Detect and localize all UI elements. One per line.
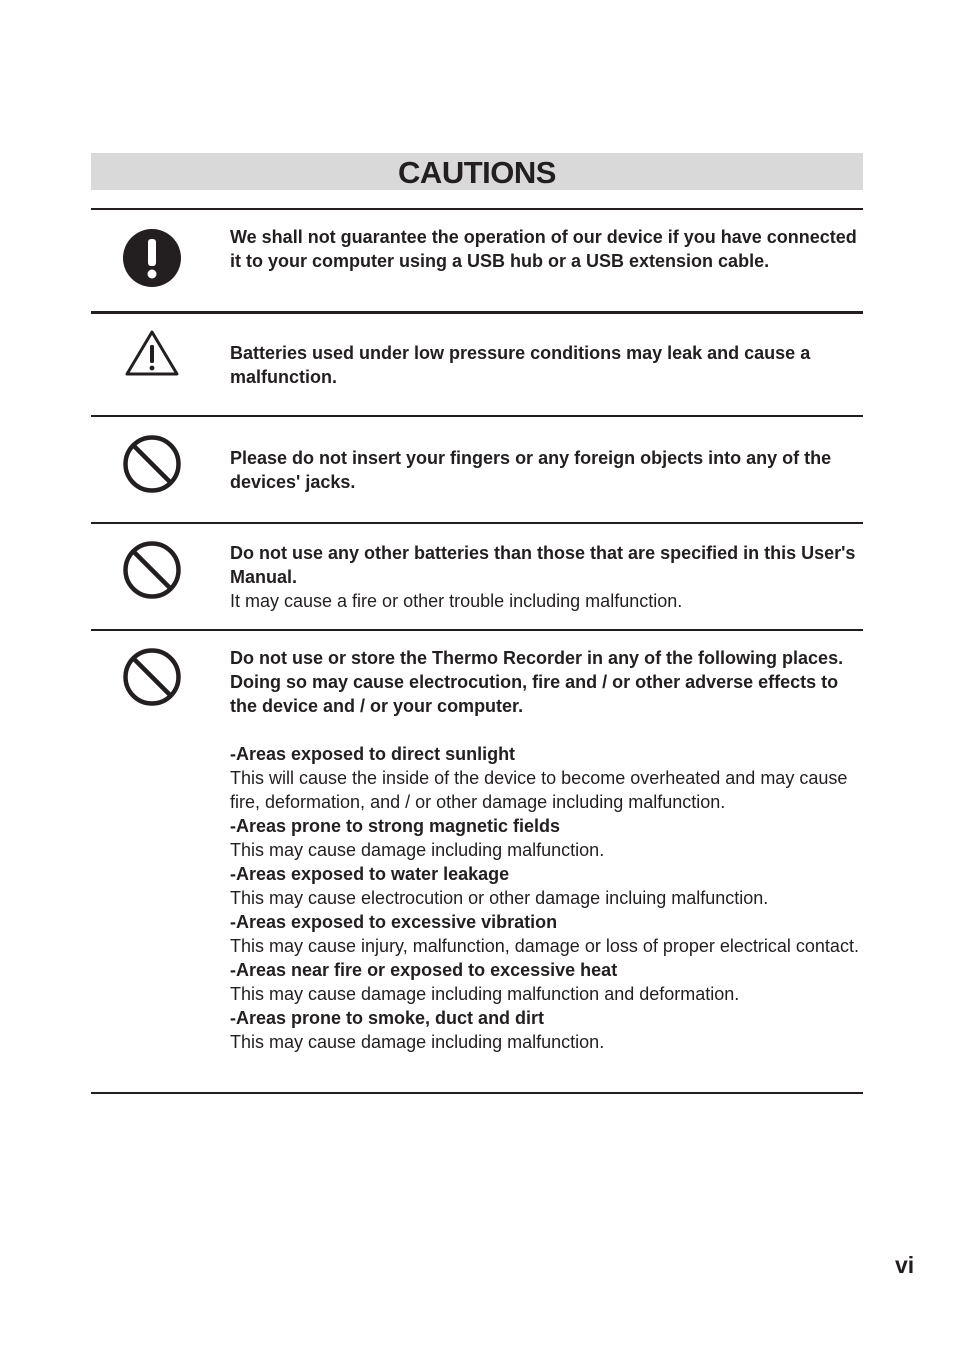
- prohibited-icon: [121, 433, 183, 495]
- divider: [91, 415, 863, 417]
- page-title: CAUTIONS: [398, 155, 556, 190]
- caution-note: It may cause a fire or other trouble including malfunction.: [230, 591, 683, 611]
- divider: [91, 522, 863, 524]
- divider: [91, 311, 863, 314]
- prohibited-icon: [121, 646, 183, 708]
- divider: [91, 629, 863, 631]
- area-description: This may cause damage including malfunction.: [230, 1032, 605, 1052]
- warning-triangle-icon: [121, 328, 183, 378]
- caution-item: [230, 341, 860, 389]
- divider: [91, 1092, 863, 1094]
- area-heading: -Areas prone to smoke, duct and dirt: [230, 1008, 545, 1028]
- area-description: This will cause the inside of the device to become overheated and may cause fire, deformation, and / or other damage including malfunction.: [230, 768, 848, 812]
- area-description: This may cause injury, malfunction, damage or loss of proper electrical contact.: [230, 936, 859, 956]
- area-heading: -Areas prone to strong magnetic fields: [230, 816, 561, 836]
- page-title-bar: [91, 153, 863, 190]
- area-heading: -Areas exposed to direct sunlight: [230, 744, 516, 764]
- caution-item: [230, 446, 860, 494]
- caution-text: We shall not guarantee the operation of our device if you have connected it to your computer using a USB hub or a USB extension cable.: [230, 227, 857, 271]
- area-heading: -Areas exposed to water leakage: [230, 864, 510, 884]
- page-number: vi: [895, 1252, 915, 1278]
- area-heading: -Areas exposed to excessive vibration: [230, 912, 558, 932]
- caution-text: Do not use any other batteries than those that are specified in this User's Manual.: [230, 543, 856, 587]
- caution-text: Do not use or store the Thermo Recorder in any of the following places. Doing so may cause electrocution, fire and / or other adverse effects to the device and / or your computer.: [230, 648, 844, 716]
- caution-item: [230, 541, 860, 613]
- caution-text: Batteries used under low pressure conditions may leak and cause a malfunction.: [230, 343, 811, 387]
- area-heading: -Areas near fire or exposed to excessive heat: [230, 960, 618, 980]
- prohibited-icon: [121, 539, 183, 601]
- area-description: This may cause electrocution or other damage incluing malfunction.: [230, 888, 769, 908]
- caution-item: [230, 646, 860, 1054]
- divider: [91, 208, 863, 210]
- caution-item: [230, 225, 860, 273]
- area-description: This may cause damage including malfunction.: [230, 840, 605, 860]
- caution-text: Please do not insert your fingers or any foreign objects into any of the devices' jacks.: [230, 448, 832, 492]
- area-description: This may cause damage including malfunction and deformation.: [230, 984, 740, 1004]
- mandatory-exclamation-icon: [121, 227, 183, 289]
